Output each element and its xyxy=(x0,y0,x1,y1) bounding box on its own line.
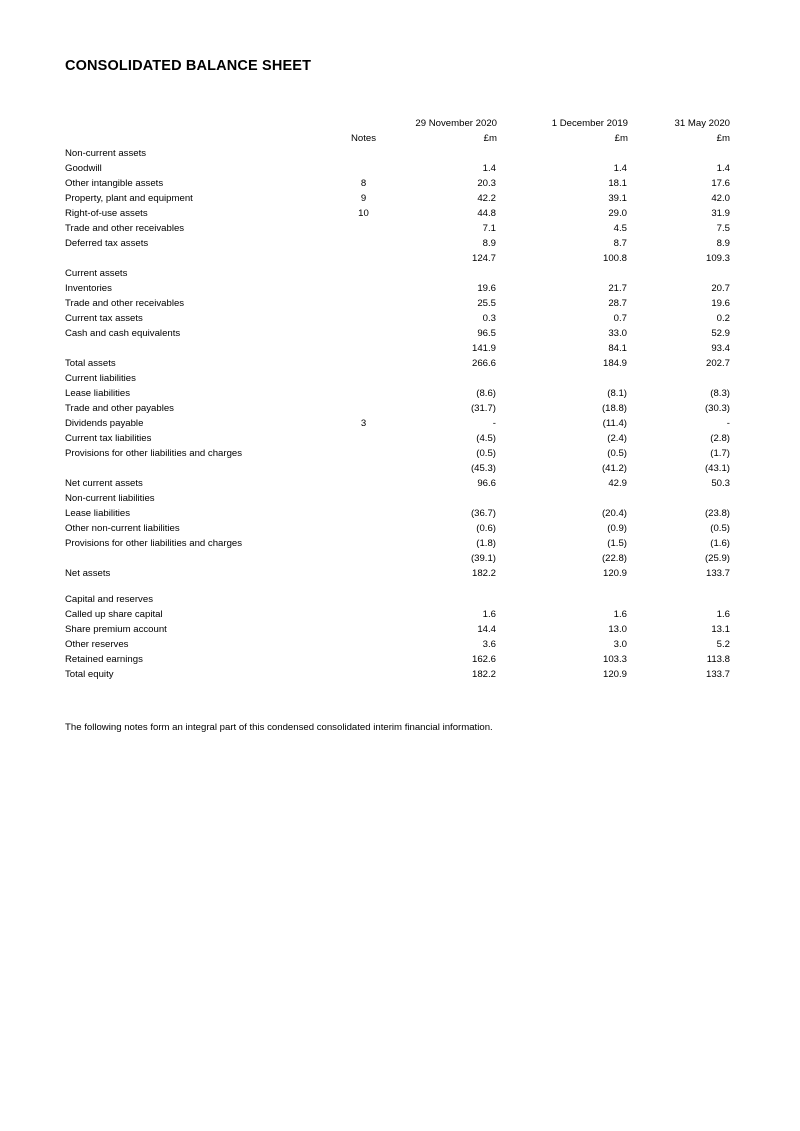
section-spacer xyxy=(65,579,730,590)
subtotal-label xyxy=(65,339,330,354)
table-row xyxy=(65,504,730,519)
row-notes: 9 xyxy=(360,193,367,205)
row-value-col1: 20.3 xyxy=(477,178,496,190)
row-value-col3: 1.6 xyxy=(716,609,730,621)
blank-cell xyxy=(330,144,397,159)
row-label: Lease liabilities xyxy=(65,388,131,400)
table-header-units xyxy=(65,129,730,144)
total-equity-col1: 182.2 xyxy=(471,669,496,681)
footnote: The following notes form an integral part of this condensed consolidated interim financial information. xyxy=(65,722,493,733)
row-label: Dividends payable xyxy=(65,418,144,430)
row-label: Trade and other receivables xyxy=(65,223,185,235)
row-value-col1: 19.6 xyxy=(477,283,496,295)
subtotal-value-col2: (41.2) xyxy=(601,463,627,475)
row-value-col3: (30.3) xyxy=(704,403,730,415)
row-notes xyxy=(330,294,397,309)
section-heading-row xyxy=(65,144,730,159)
row-value-col1: (1.8) xyxy=(476,538,496,550)
row-value-col3: 113.8 xyxy=(706,654,730,666)
row-value-col2: 3.0 xyxy=(613,639,627,651)
row-notes xyxy=(330,384,397,399)
blank-cell xyxy=(397,144,497,159)
row-value-col3: (1.7) xyxy=(710,448,730,460)
subtotal-value-col2: (22.8) xyxy=(601,553,627,565)
row-value-col1: (36.7) xyxy=(470,508,496,520)
blank-cell xyxy=(330,369,397,384)
row-notes xyxy=(330,620,397,635)
section-heading-row xyxy=(65,590,730,605)
row-value-col1: 162.6 xyxy=(471,654,496,666)
blank-cell xyxy=(397,264,497,279)
table-row xyxy=(65,324,730,339)
row-value-col3: 31.9 xyxy=(711,208,730,220)
subtotal-row-non-current-assets xyxy=(65,249,730,264)
row-notes xyxy=(330,635,397,650)
row-notes xyxy=(330,650,397,665)
blank-cell xyxy=(497,264,628,279)
table-row xyxy=(65,384,730,399)
section-heading-non-current-assets: Non-current assets xyxy=(65,148,147,160)
table-row xyxy=(65,635,730,650)
table-row xyxy=(65,399,730,414)
blank-cell xyxy=(497,144,628,159)
net-assets-col2: 120.9 xyxy=(602,568,627,580)
row-value-col1: (31.7) xyxy=(470,403,496,415)
blank-cell xyxy=(330,489,397,504)
row-notes xyxy=(330,219,397,234)
row-value-col1: 96.5 xyxy=(477,328,496,340)
section-heading-current-assets: Current assets xyxy=(65,268,128,280)
row-value-col3: 7.5 xyxy=(716,223,730,235)
blank-cell xyxy=(628,489,730,504)
section-heading-non-current-liabilities: Non-current liabilities xyxy=(65,493,155,505)
row-label: Other reserves xyxy=(65,639,129,651)
blank-cell xyxy=(330,579,397,590)
row-value-col1: 44.8 xyxy=(477,208,496,220)
row-value-col1: (4.5) xyxy=(476,433,496,445)
row-notes xyxy=(330,159,397,174)
row-value-col2: 28.7 xyxy=(608,298,627,310)
total-assets-notes xyxy=(330,354,397,369)
section-heading-row xyxy=(65,369,730,384)
total-equity-row xyxy=(65,665,730,680)
row-label: Inventories xyxy=(65,283,112,295)
subtotal-value-col3: (43.1) xyxy=(704,463,730,475)
row-value-col3: (23.8) xyxy=(704,508,730,520)
table-row xyxy=(65,519,730,534)
blank-cell xyxy=(628,369,730,384)
blank-cell xyxy=(497,489,628,504)
header-spacer xyxy=(65,114,330,129)
row-value-col2: 103.3 xyxy=(602,654,627,666)
blank-cell xyxy=(628,264,730,279)
row-value-col2: 21.7 xyxy=(608,283,627,295)
table-row xyxy=(65,414,730,429)
table-row xyxy=(65,620,730,635)
row-value-col2: (0.5) xyxy=(607,448,627,460)
header-col1-date: 29 November 2020 xyxy=(415,118,497,130)
table-row xyxy=(65,429,730,444)
row-value-col3: 52.9 xyxy=(711,328,730,340)
total-assets-col3: 202.7 xyxy=(705,358,730,370)
row-value-col2: (18.8) xyxy=(601,403,627,415)
total-equity-col3: 133.7 xyxy=(705,669,730,681)
table-row xyxy=(65,174,730,189)
row-value-col3: 20.7 xyxy=(711,283,730,295)
row-value-col2: 39.1 xyxy=(608,193,627,205)
balance-sheet-table xyxy=(65,114,730,680)
blank-cell xyxy=(628,144,730,159)
blank-cell xyxy=(65,579,330,590)
subtotal-value-col1: 141.9 xyxy=(471,343,496,355)
row-value-col1: - xyxy=(492,418,496,430)
row-value-col3: (8.3) xyxy=(710,388,730,400)
page-title: CONSOLIDATED BALANCE SHEET xyxy=(65,58,312,74)
total-assets-row xyxy=(65,354,730,369)
row-label: Deferred tax assets xyxy=(65,238,149,250)
row-value-col1: (8.6) xyxy=(476,388,496,400)
row-notes xyxy=(330,234,397,249)
row-label: Goodwill xyxy=(65,163,102,175)
table-row xyxy=(65,219,730,234)
blank-cell xyxy=(397,369,497,384)
row-value-col2: 1.6 xyxy=(613,609,627,621)
total-equity-label: Total equity xyxy=(65,669,114,681)
row-label: Other intangible assets xyxy=(65,178,164,190)
net-current-assets-notes xyxy=(330,474,397,489)
table-header-dates xyxy=(65,114,730,129)
row-label: Cash and cash equivalents xyxy=(65,328,181,340)
header-col1-unit: £m xyxy=(483,133,497,145)
row-value-col1: 25.5 xyxy=(477,298,496,310)
table-row xyxy=(65,159,730,174)
table-row xyxy=(65,309,730,324)
subtotal-notes xyxy=(330,459,397,474)
row-value-col2: (11.4) xyxy=(602,418,627,430)
row-value-col2: 33.0 xyxy=(608,328,627,340)
row-notes xyxy=(330,534,397,549)
row-value-col1: (0.6) xyxy=(476,523,496,535)
row-notes xyxy=(330,444,397,459)
header-col3-date: 31 May 2020 xyxy=(674,118,730,130)
balance-sheet-table-wrapper xyxy=(65,114,730,680)
blank-cell xyxy=(397,590,497,605)
row-value-col2: (2.4) xyxy=(607,433,627,445)
row-value-col1: 0.3 xyxy=(482,313,496,325)
subtotal-row-current-assets xyxy=(65,339,730,354)
row-label: Current tax liabilities xyxy=(65,433,152,445)
subtotal-value-col3: (25.9) xyxy=(704,553,730,565)
row-value-col2: 0.7 xyxy=(613,313,627,325)
blank-cell xyxy=(497,590,628,605)
header-notes-spacer xyxy=(330,114,397,129)
subtotal-notes xyxy=(330,339,397,354)
table-row xyxy=(65,650,730,665)
total-equity-col2: 120.9 xyxy=(602,669,627,681)
table-row xyxy=(65,279,730,294)
row-label: Provisions for other liabilities and charges xyxy=(65,538,243,550)
net-assets-notes xyxy=(330,564,397,579)
row-value-col1: (0.5) xyxy=(476,448,496,460)
row-value-col2: 29.0 xyxy=(608,208,627,220)
row-label: Right-of-use assets xyxy=(65,208,148,220)
net-current-assets-col1: 96.6 xyxy=(477,478,496,490)
net-current-assets-col3: 50.3 xyxy=(711,478,730,490)
subtotal-row-non-current-liabilities xyxy=(65,549,730,564)
subtotal-value-col3: 93.4 xyxy=(711,343,730,355)
blank-cell xyxy=(397,489,497,504)
row-label: Retained earnings xyxy=(65,654,143,666)
row-value-col2: 8.7 xyxy=(613,238,627,250)
blank-cell xyxy=(330,264,397,279)
row-value-col1: 42.2 xyxy=(477,193,496,205)
row-label: Called up share capital xyxy=(65,609,163,621)
table-row xyxy=(65,534,730,549)
total-equity-notes xyxy=(330,665,397,680)
subtotal-label xyxy=(65,249,330,264)
section-heading-row xyxy=(65,264,730,279)
header-col2-unit: £m xyxy=(614,133,628,145)
subtotal-label xyxy=(65,459,330,474)
net-assets-label: Net assets xyxy=(65,568,111,580)
row-label: Provisions for other liabilities and charges xyxy=(65,448,243,460)
row-value-col2: 1.4 xyxy=(613,163,627,175)
row-notes xyxy=(330,429,397,444)
row-value-col2: (8.1) xyxy=(607,388,627,400)
row-label: Trade and other receivables xyxy=(65,298,185,310)
row-value-col1: 8.9 xyxy=(482,238,496,250)
subtotal-value-col2: 100.8 xyxy=(602,253,627,265)
subtotal-value-col1: (39.1) xyxy=(470,553,496,565)
net-assets-col1: 182.2 xyxy=(471,568,496,580)
row-notes: 8 xyxy=(360,178,367,190)
blank-cell xyxy=(628,590,730,605)
net-assets-row xyxy=(65,564,730,579)
row-notes xyxy=(330,309,397,324)
row-value-col3: 17.6 xyxy=(711,178,730,190)
blank-cell xyxy=(628,579,730,590)
blank-cell xyxy=(497,579,628,590)
row-value-col1: 1.6 xyxy=(482,609,496,621)
section-heading-current-liabilities: Current liabilities xyxy=(65,373,136,385)
row-value-col2: (1.5) xyxy=(607,538,627,550)
header-col3-unit: £m xyxy=(716,133,730,145)
table-row xyxy=(65,444,730,459)
row-label: Current tax assets xyxy=(65,313,143,325)
row-notes xyxy=(330,399,397,414)
row-value-col1: 14.4 xyxy=(477,624,496,636)
subtotal-value-col3: 109.3 xyxy=(705,253,730,265)
net-current-assets-label: Net current assets xyxy=(65,478,143,490)
row-notes: 10 xyxy=(358,208,369,220)
header-spacer-2 xyxy=(65,129,330,144)
row-notes xyxy=(330,519,397,534)
row-value-col2: (0.9) xyxy=(607,523,627,535)
header-notes-label: Notes xyxy=(350,133,377,145)
table-row xyxy=(65,234,730,249)
row-value-col3: (2.8) xyxy=(710,433,730,445)
row-value-col3: (0.5) xyxy=(710,523,730,535)
table-row xyxy=(65,605,730,620)
subtotal-row-current-liabilities xyxy=(65,459,730,474)
row-value-col3: 0.2 xyxy=(716,313,730,325)
row-value-col2: 4.5 xyxy=(613,223,627,235)
row-value-col3: 19.6 xyxy=(711,298,730,310)
subtotal-value-col1: 124.7 xyxy=(471,253,496,265)
subtotal-notes xyxy=(330,249,397,264)
subtotal-value-col1: (45.3) xyxy=(470,463,496,475)
row-notes xyxy=(330,605,397,620)
subtotal-notes xyxy=(330,549,397,564)
row-value-col3: 1.4 xyxy=(716,163,730,175)
net-current-assets-row xyxy=(65,474,730,489)
section-heading-row xyxy=(65,489,730,504)
row-notes xyxy=(330,504,397,519)
table-row xyxy=(65,204,730,219)
table-row xyxy=(65,294,730,309)
blank-cell xyxy=(397,579,497,590)
row-value-col3: - xyxy=(726,418,730,430)
row-value-col2: 18.1 xyxy=(608,178,627,190)
row-notes xyxy=(330,279,397,294)
row-notes xyxy=(330,324,397,339)
row-label: Lease liabilities xyxy=(65,508,131,520)
row-label: Property, plant and equipment xyxy=(65,193,193,205)
row-value-col1: 7.1 xyxy=(482,223,496,235)
header-col2-date: 1 December 2019 xyxy=(551,118,628,130)
row-notes: 3 xyxy=(360,418,367,430)
table-row xyxy=(65,189,730,204)
row-value-col2: (20.4) xyxy=(601,508,627,520)
row-label: Share premium account xyxy=(65,624,167,636)
net-assets-col3: 133.7 xyxy=(705,568,730,580)
row-value-col3: (1.6) xyxy=(710,538,730,550)
blank-cell xyxy=(497,369,628,384)
total-assets-col2: 184.9 xyxy=(602,358,627,370)
net-current-assets-col2: 42.9 xyxy=(608,478,627,490)
row-label: Trade and other payables xyxy=(65,403,174,415)
blank-cell xyxy=(330,590,397,605)
total-assets-col1: 266.6 xyxy=(471,358,496,370)
row-label: Other non-current liabilities xyxy=(65,523,180,535)
total-assets-label: Total assets xyxy=(65,358,116,370)
row-value-col1: 3.6 xyxy=(482,639,496,651)
row-value-col3: 8.9 xyxy=(716,238,730,250)
subtotal-label xyxy=(65,549,330,564)
row-value-col3: 13.1 xyxy=(711,624,730,636)
row-value-col1: 1.4 xyxy=(482,163,496,175)
row-value-col2: 13.0 xyxy=(608,624,627,636)
subtotal-value-col2: 84.1 xyxy=(608,343,627,355)
section-heading-capital-and-reserves: Capital and reserves xyxy=(65,594,153,606)
row-value-col3: 5.2 xyxy=(716,639,730,651)
row-value-col3: 42.0 xyxy=(711,193,730,205)
